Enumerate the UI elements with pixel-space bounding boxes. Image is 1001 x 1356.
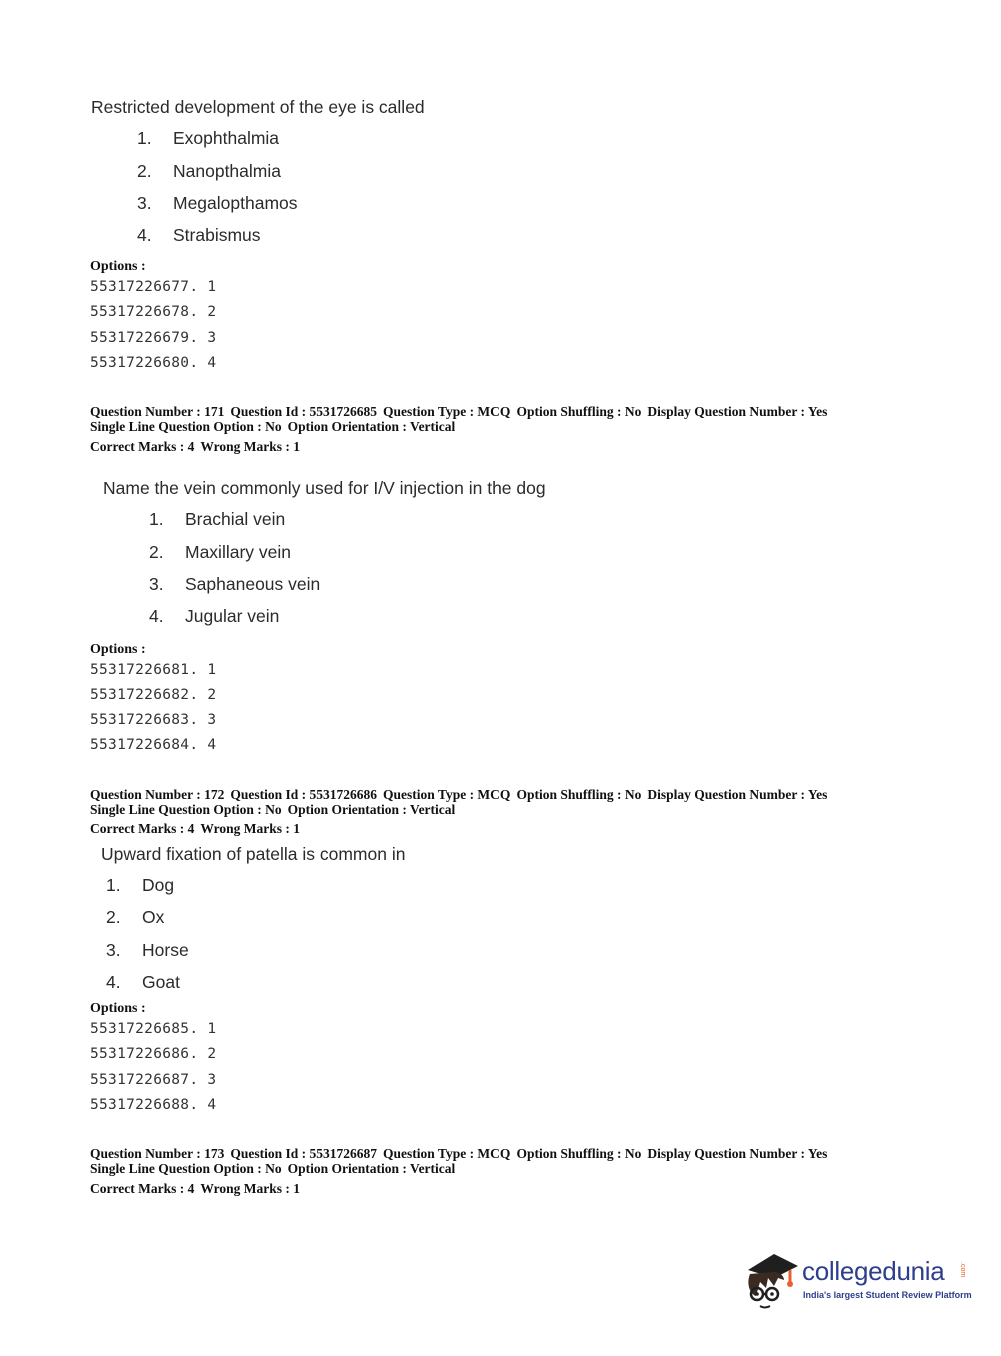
meta-field: Option Orientation : Vertical: [287, 1161, 456, 1176]
meta-field: Correct Marks : 4: [90, 821, 195, 836]
option-id-line: 55317226681. 1: [90, 662, 217, 678]
option-id-line: 55317226687. 3: [90, 1072, 217, 1088]
meta-field: Option Shuffling : No: [516, 404, 642, 419]
option-id-line: 55317226685. 1: [90, 1021, 217, 1037]
meta-field: Display Question Number : Yes: [647, 1146, 828, 1161]
collegedunia-logo: [740, 1248, 970, 1318]
options-label: Options :: [90, 1001, 146, 1016]
choice-text: Saphaneous vein: [185, 574, 321, 594]
choice-text: Strabismus: [173, 225, 261, 245]
choice-number: 2.: [106, 907, 121, 927]
choice-text: Horse: [142, 940, 189, 960]
meta-field: Question Id : 5531726687: [230, 1146, 378, 1161]
choice-item: [106, 875, 174, 896]
option-id-line: 55317226684. 4: [90, 737, 217, 753]
option-id-line: 55317226686. 2: [90, 1046, 217, 1062]
meta-field: Question Id : 5531726686: [230, 787, 378, 802]
choice-item: [137, 161, 281, 182]
question-meta: [90, 404, 833, 434]
choice-number: 4.: [106, 972, 121, 992]
choice-text: Brachial vein: [185, 509, 286, 529]
choice-text: Jugular vein: [185, 606, 280, 626]
meta-field: Question Number : 172: [90, 787, 225, 802]
question-text: Restricted development of the eye is called: [91, 97, 425, 117]
choice-item: [149, 606, 279, 627]
choice-number: 3.: [137, 193, 152, 213]
option-id-line: 55317226680. 4: [90, 355, 217, 371]
choice-number: 3.: [106, 940, 121, 960]
choice-item: [106, 940, 189, 961]
meta-field: Question Number : 173: [90, 1146, 225, 1161]
meta-field: Option Shuffling : No: [516, 1146, 642, 1161]
choice-text: Goat: [142, 972, 180, 992]
meta-field: Display Question Number : Yes: [647, 404, 828, 419]
choice-text: Exophthalmia: [173, 128, 280, 148]
question-marks: [90, 1181, 306, 1196]
meta-field: Option Orientation : Vertical: [287, 419, 456, 434]
option-id-line: 55317226683. 3: [90, 712, 217, 728]
choice-number: 2.: [137, 161, 152, 181]
choice-item: [149, 574, 320, 595]
choice-number: 1.: [106, 875, 121, 895]
options-label: Options :: [90, 259, 146, 274]
option-id-line: 55317226678. 2: [90, 304, 217, 320]
choice-text: Maxillary vein: [185, 542, 291, 562]
option-id-line: 55317226677. 1: [90, 279, 217, 295]
choice-text: Dog: [142, 875, 175, 895]
choice-item: [137, 225, 261, 246]
choice-number: 4.: [137, 225, 152, 245]
meta-field: Correct Marks : 4: [90, 439, 195, 454]
question-marks: [90, 439, 306, 454]
question-text: Upward fixation of patella is common in: [101, 844, 406, 864]
option-id-line: 55317226682. 2: [90, 687, 217, 703]
choice-number: 3.: [149, 574, 164, 594]
choice-number: 1.: [149, 509, 164, 529]
meta-field: Question Type : MCQ: [383, 1146, 511, 1161]
logo-wordmark: collegedunia: [802, 1256, 945, 1286]
choice-text: Megalopthamos: [173, 193, 298, 213]
meta-field: Option Orientation : Vertical: [287, 802, 456, 817]
choice-text: Nanopthalmia: [173, 161, 281, 181]
question-meta: [90, 1146, 833, 1176]
question-meta: [90, 787, 833, 817]
choice-item: [137, 193, 298, 214]
meta-field: Question Type : MCQ: [383, 404, 511, 419]
choice-item: [149, 509, 285, 530]
option-id-line: 55317226688. 4: [90, 1097, 217, 1113]
logo-tagline: India's largest Student Review Platform: [803, 1290, 972, 1300]
mascot-icon: [740, 1248, 802, 1314]
options-label: Options :: [90, 642, 146, 657]
logo-com: .com: [959, 1262, 966, 1278]
choice-number: 4.: [149, 606, 164, 626]
choice-item: [106, 907, 164, 928]
meta-field: Wrong Marks : 1: [200, 439, 300, 454]
meta-field: Question Id : 5531726685: [230, 404, 378, 419]
meta-field: Display Question Number : Yes: [647, 787, 828, 802]
choice-item: [149, 542, 291, 563]
meta-field: Correct Marks : 4: [90, 1181, 195, 1196]
meta-field: Single Line Question Option : No: [90, 1161, 282, 1176]
meta-field: Single Line Question Option : No: [90, 802, 282, 817]
question-text: Name the vein commonly used for I/V injection in the dog: [103, 478, 546, 498]
meta-field: Single Line Question Option : No: [90, 419, 282, 434]
choice-number: 1.: [137, 128, 152, 148]
choice-item: [137, 128, 279, 149]
meta-field: Option Shuffling : No: [516, 787, 642, 802]
choice-item: [106, 972, 180, 993]
meta-field: Question Type : MCQ: [383, 787, 511, 802]
option-id-line: 55317226679. 3: [90, 330, 217, 346]
choice-number: 2.: [149, 542, 164, 562]
meta-field: Question Number : 171: [90, 404, 225, 419]
choice-text: Ox: [142, 907, 165, 927]
meta-field: Wrong Marks : 1: [200, 821, 300, 836]
question-marks: [90, 821, 306, 836]
meta-field: Wrong Marks : 1: [200, 1181, 300, 1196]
